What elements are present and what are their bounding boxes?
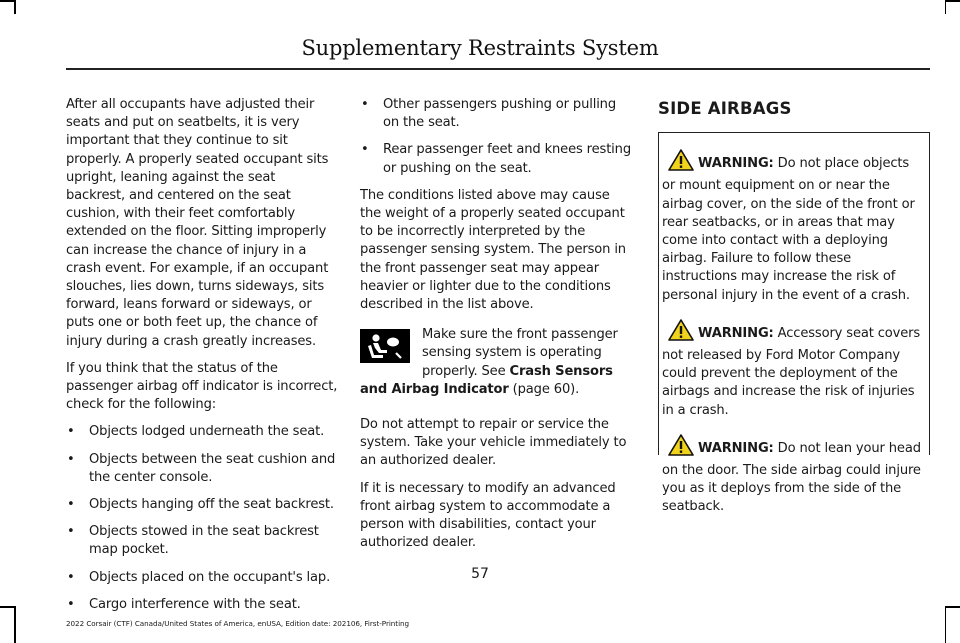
- warning-label: WARNING:: [698, 156, 774, 172]
- bullet-list: [66, 423, 338, 614]
- airbag-indicator-icon: [360, 329, 410, 363]
- warning-label: WARNING:: [698, 325, 774, 341]
- crop-mark: [0, 0, 14, 2]
- indicator-note: [360, 326, 632, 399]
- crop-mark: [946, 0, 960, 2]
- paragraph: If it is necessary to modify an advanced front airbag system to accommodate a person with disabilities, contact your authorized dealer.: [360, 480, 616, 551]
- section-heading: SIDE AIRBAGS: [658, 99, 792, 118]
- crop-mark: [14, 0, 16, 14]
- list-item: • Objects placed on the occupant's lap.: [66, 569, 338, 587]
- warning-triangle-icon: [668, 434, 694, 462]
- cross-reference-link[interactable]: Crash Sensors and Airbag Indicator: [360, 363, 613, 397]
- indicator-text: Make sure the front passenger sensing system is operating properly. See: [422, 327, 618, 379]
- page-title: Supplementary Restraints System: [301, 36, 659, 60]
- bullet-list: [360, 96, 632, 178]
- warning-item: [662, 434, 921, 517]
- footer-edition-info: 2022 Corsair (CTF) Canada/United States of America, enUSA, Edition date: 202106, First-Printing: [66, 619, 410, 628]
- warning-text: Do not lean your head on the door. The side airbag could injure you as it deploys from the side of the seatback.: [662, 440, 921, 515]
- list-item: • Objects between the seat cushion and the center console.: [66, 451, 338, 487]
- paragraph: If you think that the status of the passenger airbag off indicator is incorrect, check for the following:: [66, 360, 338, 413]
- column-3: [658, 96, 930, 515]
- warning-text: Do not place objects or mount equipment on or near the airbag cover, on the side of the front or rear seatbacks, or in areas that may come into contact with a deploying airbag. Failure to follow these instructions may increase the risk of personal injury in the event of a crash.: [662, 156, 915, 303]
- paragraph: The conditions listed above may cause the weight of a properly seated occupant to be incorrectly interpreted by the passenger sensing system. The person in the front passenger seat may appear heavier or lighter due to the conditions described in the list above.: [360, 187, 626, 313]
- warning-label: WARNING:: [698, 440, 774, 456]
- column-2: [360, 96, 632, 561]
- warning-box: [658, 132, 930, 515]
- header-divider: [66, 68, 930, 70]
- warning-text: Accessory seat covers not released by Ford Motor Company could prevent the deployment of the airbags and increase the risk of injuries in a crash.: [662, 325, 921, 418]
- column-1: [66, 96, 338, 623]
- list-item: • Rear passenger feet and knees resting or pushing on the seat.: [360, 141, 632, 177]
- warning-triangle-icon: [668, 149, 694, 177]
- crop-mark: [945, 0, 947, 14]
- crop-mark: [946, 606, 960, 608]
- list-item: • Objects lodged underneath the seat.: [66, 423, 338, 441]
- warning-triangle-icon: [668, 319, 694, 347]
- crop-mark: [14, 606, 16, 643]
- crop-mark: [0, 606, 14, 608]
- list-item: • Other passengers pushing or pulling on the seat.: [360, 96, 632, 132]
- paragraph: After all occupants have adjusted their seats and put on seatbelts, it is very important that they continue to sit properly. A properly seated occupant sits upright, leaning against the seat backrest, and centered on the seat cushion, with their feet comfortably extended on the floor. Sitting improperly can increase the chance of injury in a crash event. For example, if an occupant slouches, lies down, turns sideways, sits forward, leans forward or sideways, or puts one or both feet up, the chance of injury during a crash greatly increases.: [66, 97, 329, 349]
- page-number: 57: [471, 566, 489, 582]
- warning-item: [662, 319, 921, 420]
- warning-item: [662, 149, 921, 305]
- list-item: • Objects hanging off the seat backrest.: [66, 496, 338, 514]
- list-item: • Cargo interference with the seat.: [66, 596, 338, 614]
- paragraph: Do not attempt to repair or service the system. Take your vehicle immediately to an authorized dealer.: [360, 417, 627, 469]
- list-item: • Objects stowed in the seat backrest map pocket.: [66, 523, 338, 559]
- page-reference: (page 60).: [508, 381, 580, 397]
- crop-mark: [945, 606, 947, 643]
